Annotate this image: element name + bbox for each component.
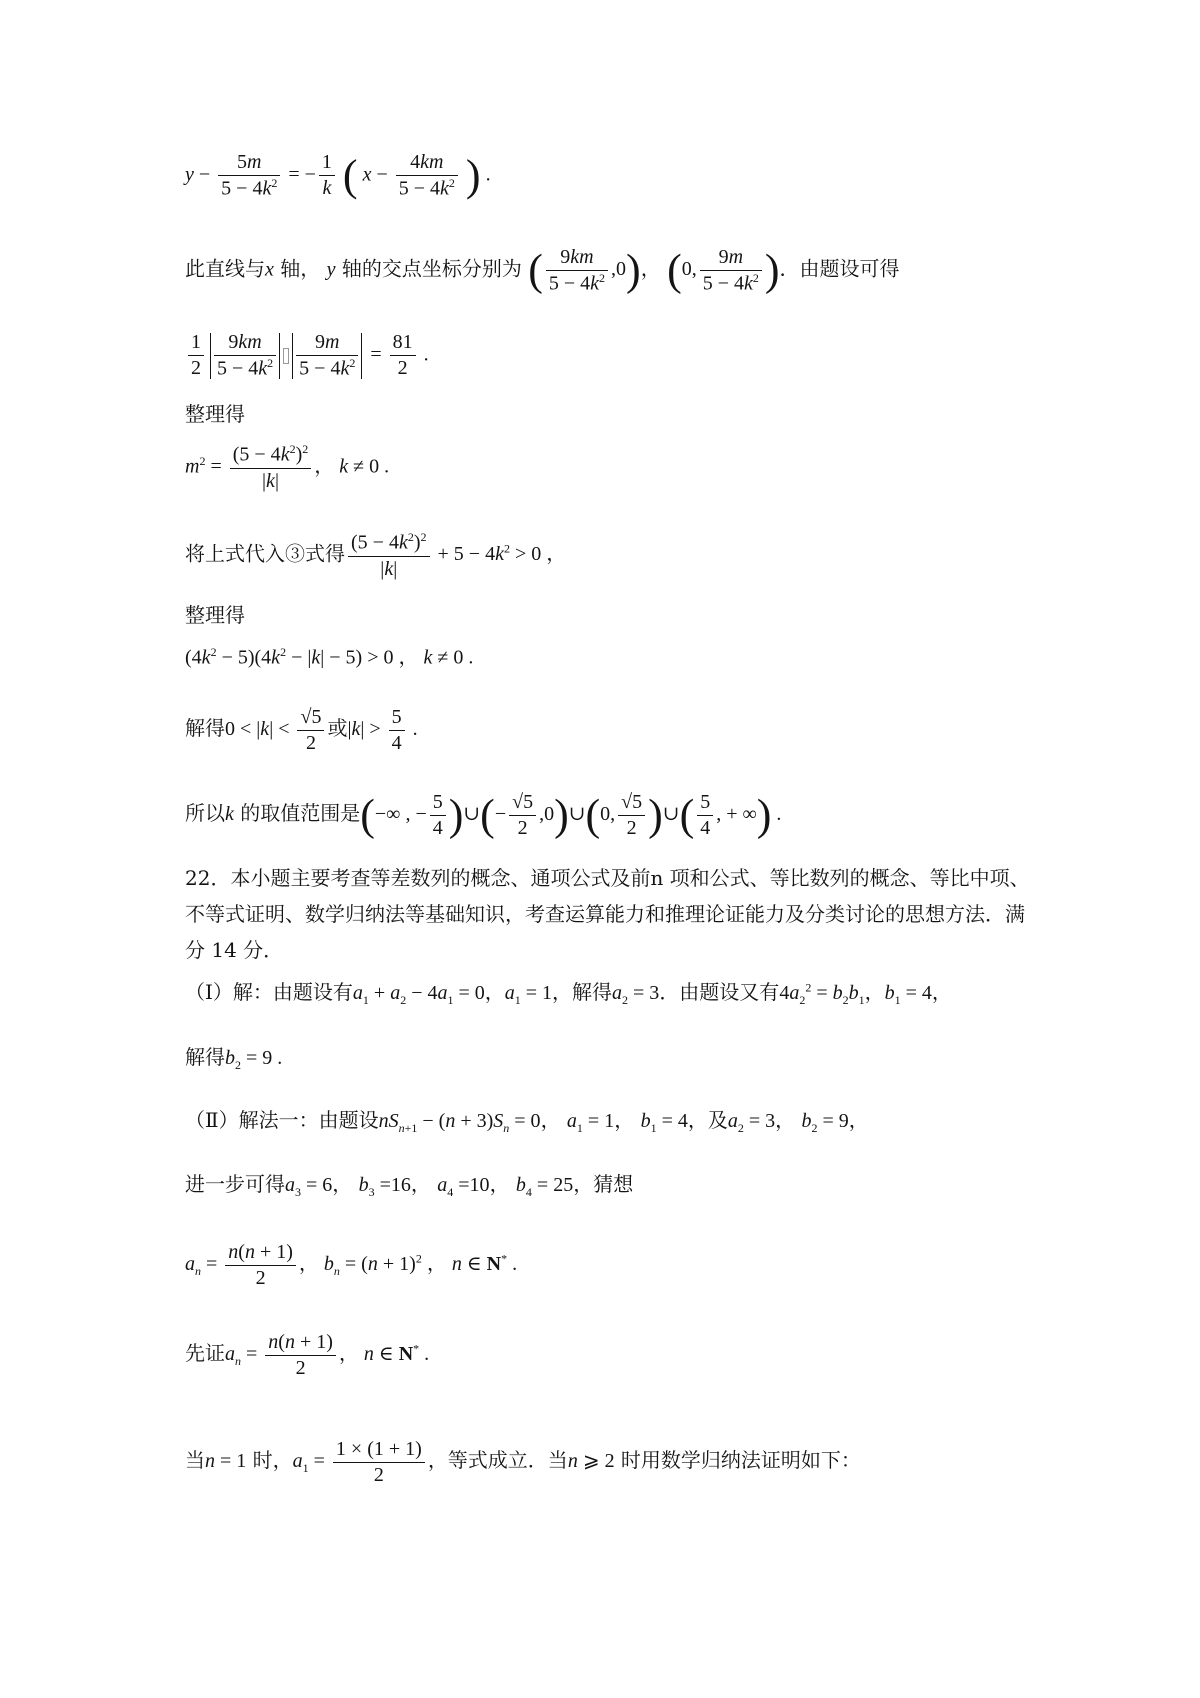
equation-line-5: $m^2$ = $\frac{(5 - 4k^2)^2}{|k|}$ ， k ≠ 0 . (185, 442, 390, 492)
solution-part-2-line-2: 进一步可得$a_3 = 6$， $b_3 =16$， $a_4 =10$， $b_4 = 25$，猜想 (185, 1172, 634, 1199)
text-segment: ， (484, 980, 505, 1004)
text-segment: 解得 (185, 716, 225, 741)
text-segment: ， (848, 1108, 869, 1132)
text-segment: ，等式成立．当 (427, 1448, 568, 1473)
text-segment: 整理得 (185, 603, 245, 627)
equation-line-6: 将上式代入③式得 $\frac{(5 - 4k^2)^2}{|k|}$ + $5 - 4k^2 > 0$ ， (185, 530, 567, 580)
text-segment: 时用数学归纳法证明如下： (614, 1448, 861, 1473)
equation-line-10: 所以k 的取值范围是(−∞ , − $\frac{5}{4}$ )∪(− $\frac{√5}{2}$ ,0)∪(0, $\frac{√5}{2}$ )∪( $\frac{5}{4}$ , + ∞) . (185, 790, 782, 840)
var-y: y (326, 258, 336, 281)
text-segment: ，解得 (552, 980, 613, 1004)
solution-part-2-line-1: （Ⅱ）解法一：由题设$nS_{n+1} - (n + 3)S_n = 0$， $a_1 = 1$， $b_1 = 4$，及$a_2 = 3$， $b_2 = 9$， (185, 1108, 869, 1135)
text-segment: ， (540, 1108, 561, 1132)
text-segment: ， (931, 980, 952, 1004)
equation-line-9: 解得0 < |k| < $\frac{√5}{2}$ 或|k| > $\frac{5}{4}$ . (185, 706, 418, 754)
text-segment: （Ⅰ）解：由题设有 (185, 980, 353, 1004)
paragraph-text: 22．本小题主要考查等差数列的概念、通项公式及前n 项和公式、等比数列的概念、等比中项、不等式证明、数学归纳法等基础知识，考查运算能力和推理论证能力及分类讨论的思想方法．满分 14 分． (185, 866, 1030, 962)
text-segment: ，及 (687, 1108, 728, 1132)
equation-line-8: $(4k^2 - 5)(4k^2 - |k| - 5) > 0$ ， k ≠ 0 . (185, 645, 474, 669)
text-segment: 将上式代入③式得 (185, 541, 345, 566)
equation-line-3: $\frac{1}{2}$ $\frac{9km}{5 - 4k^2}$ $\frac{9m}{5 - 4k^2}$ = $\frac{81}{2}$ . (185, 330, 1035, 382)
text-line-7 (185, 603, 1035, 627)
text-segment: 的取值范围是 (233, 801, 361, 826)
text-segment: 当 (185, 1448, 205, 1473)
problem-22-description (185, 860, 1035, 968)
text-line-4 (185, 402, 1035, 426)
equation-line-1: y − $\frac{5m}{5 - 4k^2}$ = − $\frac{1}{k}$ ( x − $\frac{4km}{5 - 4k^2}$ ) . (185, 150, 491, 200)
prove-first-line: 先证$a_n$ = $\frac{n(n + 1)}{2}$ ， n ∈ N* . (185, 1331, 430, 1379)
text-segment: 先证 (185, 1341, 225, 1366)
text-line-2: 此直线与x 轴， y 轴的交点坐标分别为 ( $\frac{9km}{5 - 4k^2}$ ,0)， (0, $\frac{9m}{5 - 4k^2}$ )．由题设可得 (185, 245, 900, 295)
text-segment: ， (410, 1172, 431, 1196)
text-segment: ， (640, 256, 661, 281)
text-segment: ， (614, 1108, 635, 1132)
text-segment: ．由题设可得 (779, 256, 900, 281)
text-segment: 所以 (185, 801, 225, 826)
text-segment: ．由题设又有 (659, 980, 780, 1004)
solution-part-1-line-2: 解得$b_2 = 9$ . (185, 1045, 283, 1072)
solution-part-1-line: （Ⅰ）解：由题设有$a_1 + a_2 - 4a_1 = 0$，$a_1 = 1$，解得$a_2 = 3$．由题设又有$4a_2^2 = b_2b_1$，$b_1 = 4$， (185, 980, 952, 1007)
text-segment: 此直线与 (185, 256, 265, 281)
text-segment: 时， (246, 1448, 293, 1473)
var-k: k (225, 803, 234, 826)
text-segment: ， (775, 1108, 796, 1132)
text-segment: ， (489, 1172, 510, 1196)
text-segment: 整理得 (185, 402, 245, 426)
text-segment: 进一步可得 (185, 1172, 285, 1196)
text-segment: ， (864, 980, 885, 1004)
text-segment: ，猜想 (573, 1172, 634, 1196)
text-segment: （Ⅱ）解法一：由题设 (185, 1108, 379, 1132)
conjecture-line: $a_n$ = $\frac{n(n + 1)}{2}$ ， $b_n = (n + 1)^2$ ， n ∈ N* . (185, 1241, 518, 1289)
text-segment: 轴的交点坐标分别为 (335, 256, 522, 281)
text-segment: ， (332, 1172, 353, 1196)
base-case-line: 当n = 1 时，$a_1$ = $\frac{1 \times (1 + 1)}{2}$ ，等式成立．当n ⩾ 2 时用数学归纳法证明如下： (185, 1438, 861, 1486)
var-x: x (265, 258, 274, 281)
text-segment: 轴， (273, 256, 321, 281)
text-segment: 解得 (185, 1045, 225, 1069)
